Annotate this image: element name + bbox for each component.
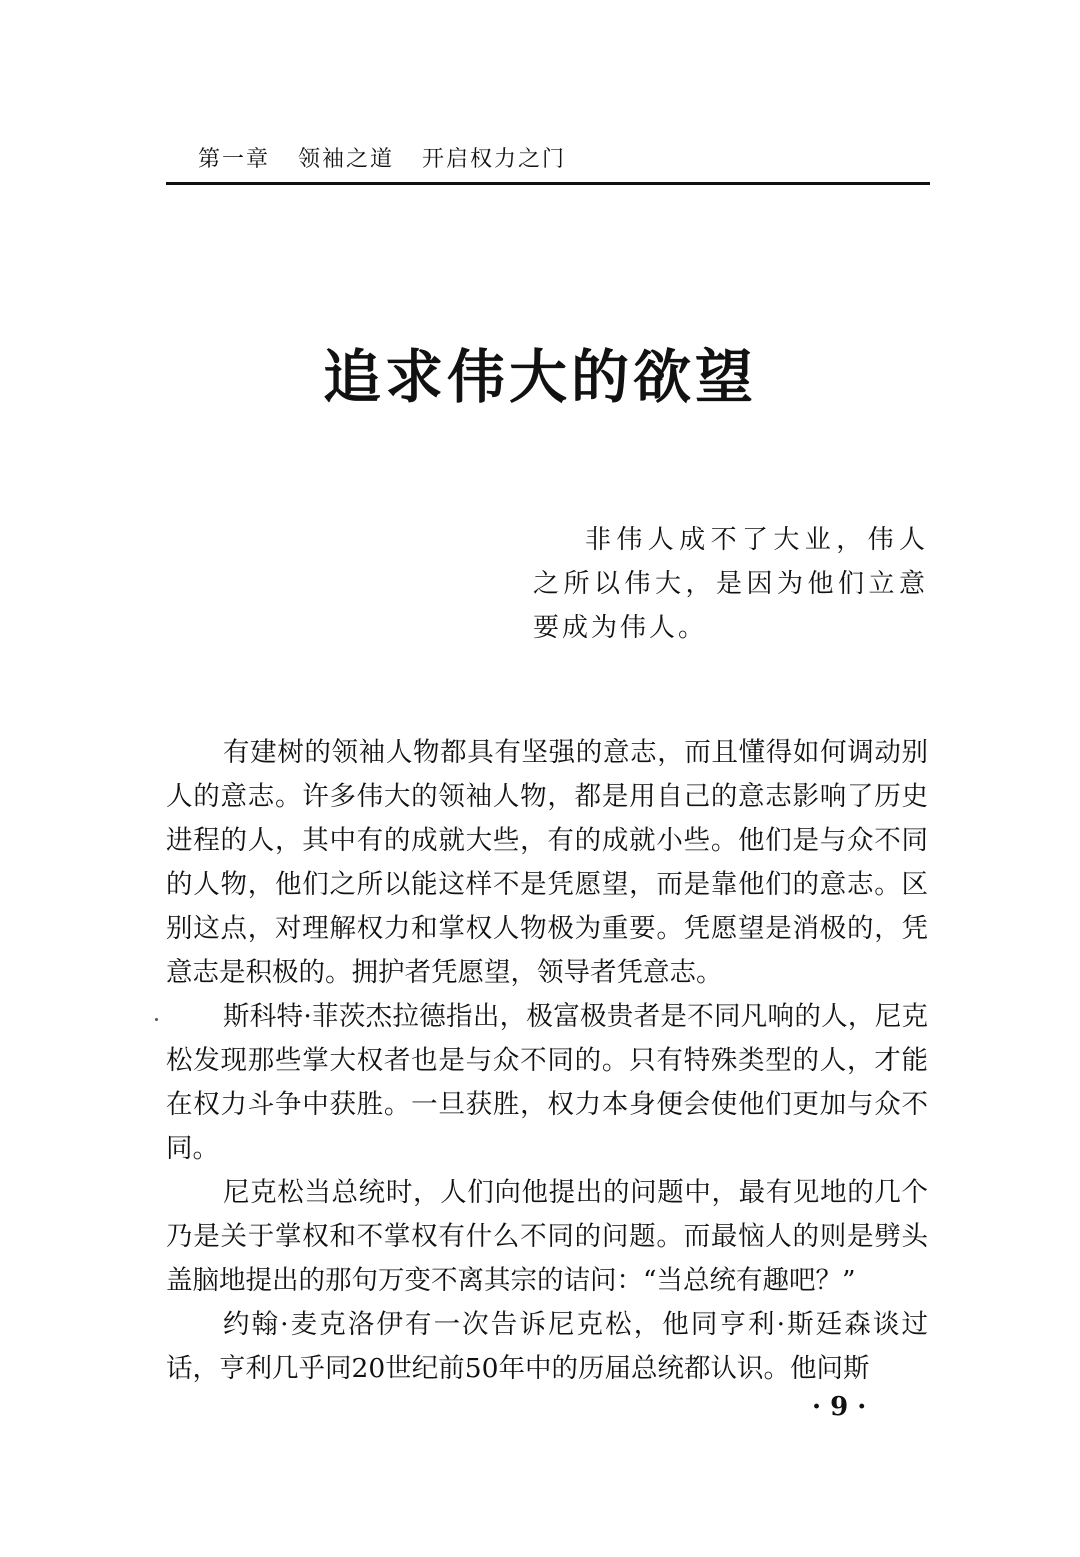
page-number: · 9 · [812, 1392, 867, 1422]
running-head [198, 142, 594, 173]
paragraph: 斯科特·菲茨杰拉德指出，极富极贵者是不同凡响的人，尼克松发现那些掌大权者也是与众不同的。只有特殊类型的人，才能在权力斗争中获胜。一旦获胜，权力本身便会使他们更加与众不同。 [166, 1001, 928, 1164]
running-head-part1: 领袖之道 [298, 147, 395, 172]
paragraph: 尼克松当总统时，人们向他提出的问题中，最有见地的几个乃是关于掌权和不掌权有什么不同的问题。而最恼人的则是劈头盖脑地提出的那句万变不离其宗的诘问：“当总统有趣吧？” [166, 1177, 928, 1296]
header-rule [166, 182, 930, 185]
running-head-part2: 开启权力之门 [422, 147, 567, 172]
body-text [166, 731, 928, 1391]
epigraph-text: 非伟人成不了大业，伟人之所以伟大，是因为他们立意要成为伟人。 [533, 525, 928, 643]
paragraph: 约翰·麦克洛伊有一次告诉尼克松，他同亨利·斯廷森谈过话，亨利几乎同20世纪前50年中的历届总统都认识。他问斯 [166, 1309, 928, 1384]
epigraph [533, 518, 928, 650]
paragraph: 有建树的领袖人物都具有坚强的意志，而且懂得如何调动别人的意志。许多伟大的领袖人物，都是用自己的意志影响了历史进程的人，其中有的成就大些，有的成就小些。他们是与众不同的人物，他们之所以能这样不是凭愿望，而是靠他们的意志。区别这点，对理解权力和掌权人物极为重要。凭愿望是消极的，凭意志是积极的。拥护者凭愿望，领导者凭意志。 [166, 737, 928, 988]
scan-speck [155, 1018, 158, 1021]
running-head-chapter: 第一章 [198, 147, 271, 172]
chapter-title: 追求伟大的欲望 [322, 343, 757, 411]
